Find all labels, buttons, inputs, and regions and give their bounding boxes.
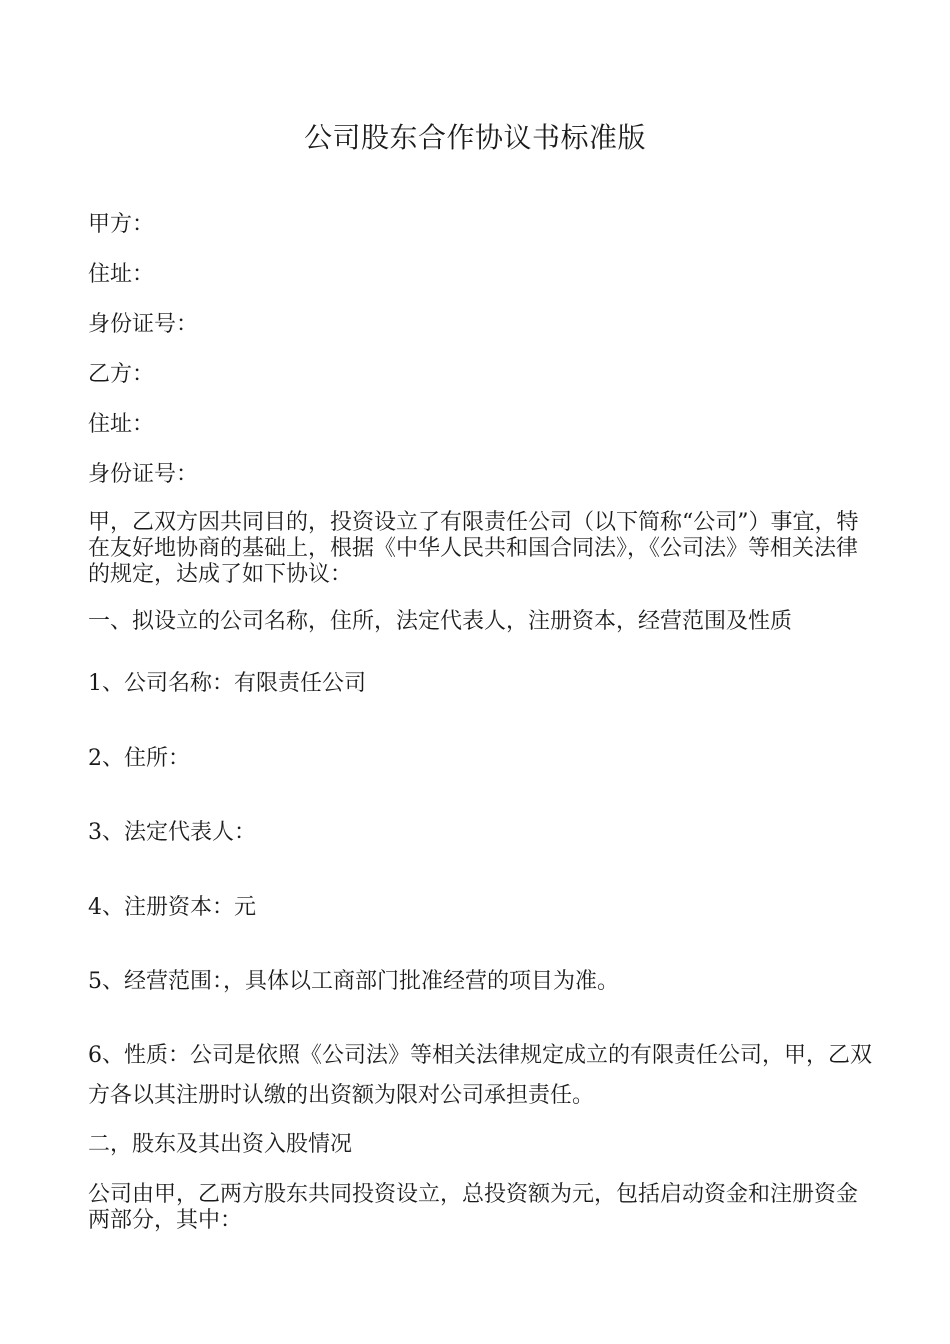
section-1-item-capital: 4、注册资本：元 [88,895,256,920]
party-b-id-number: 身份证号： [88,462,199,487]
section-1-item-company-name: 1、公司名称：有限责任公司 [88,671,366,696]
party-a-address: 住址： [88,262,155,287]
section-1-item-legal-rep: 3、法定代表人： [88,820,256,845]
party-b-address: 住址： [88,412,155,437]
section-2-heading: 二，股东及其出资入股情况 [88,1132,353,1157]
preamble-paragraph: 甲，乙双方因共同目的，投资设立了有限责任公司（以下简称“公司”）事宜，特在友好地协商的基础上，根据《中华人民共和国合同法》，《公司法》等相关法律的规定，达成了如下协议： [88,510,859,587]
section-1-item-address: 2、住所： [88,746,190,771]
party-a-label: 甲方： [88,212,155,237]
section-1-item-business-scope: 5、经营范围：，具体以工商部门批准经营的项目为准。 [88,969,619,994]
party-b-label: 乙方： [88,362,155,387]
section-2-body: 公司由甲，乙两方股东共同投资设立，总投资额为元，包括启动资金和注册资金两部分，其中： [88,1182,859,1233]
party-a-id-number: 身份证号： [88,312,199,337]
section-1-item-nature: 6、性质：公司是依照《公司法》等相关法律规定成立的有限责任公司，甲，乙双方各以其注册时认缴的出资额为限对公司承担责任。 [88,1043,872,1108]
document-title: 公司股东合作协议书标准版 [303,121,646,154]
section-1-heading: 一、拟设立的公司名称，住所，法定代表人，注册资本，经营范围及性质 [88,609,793,634]
